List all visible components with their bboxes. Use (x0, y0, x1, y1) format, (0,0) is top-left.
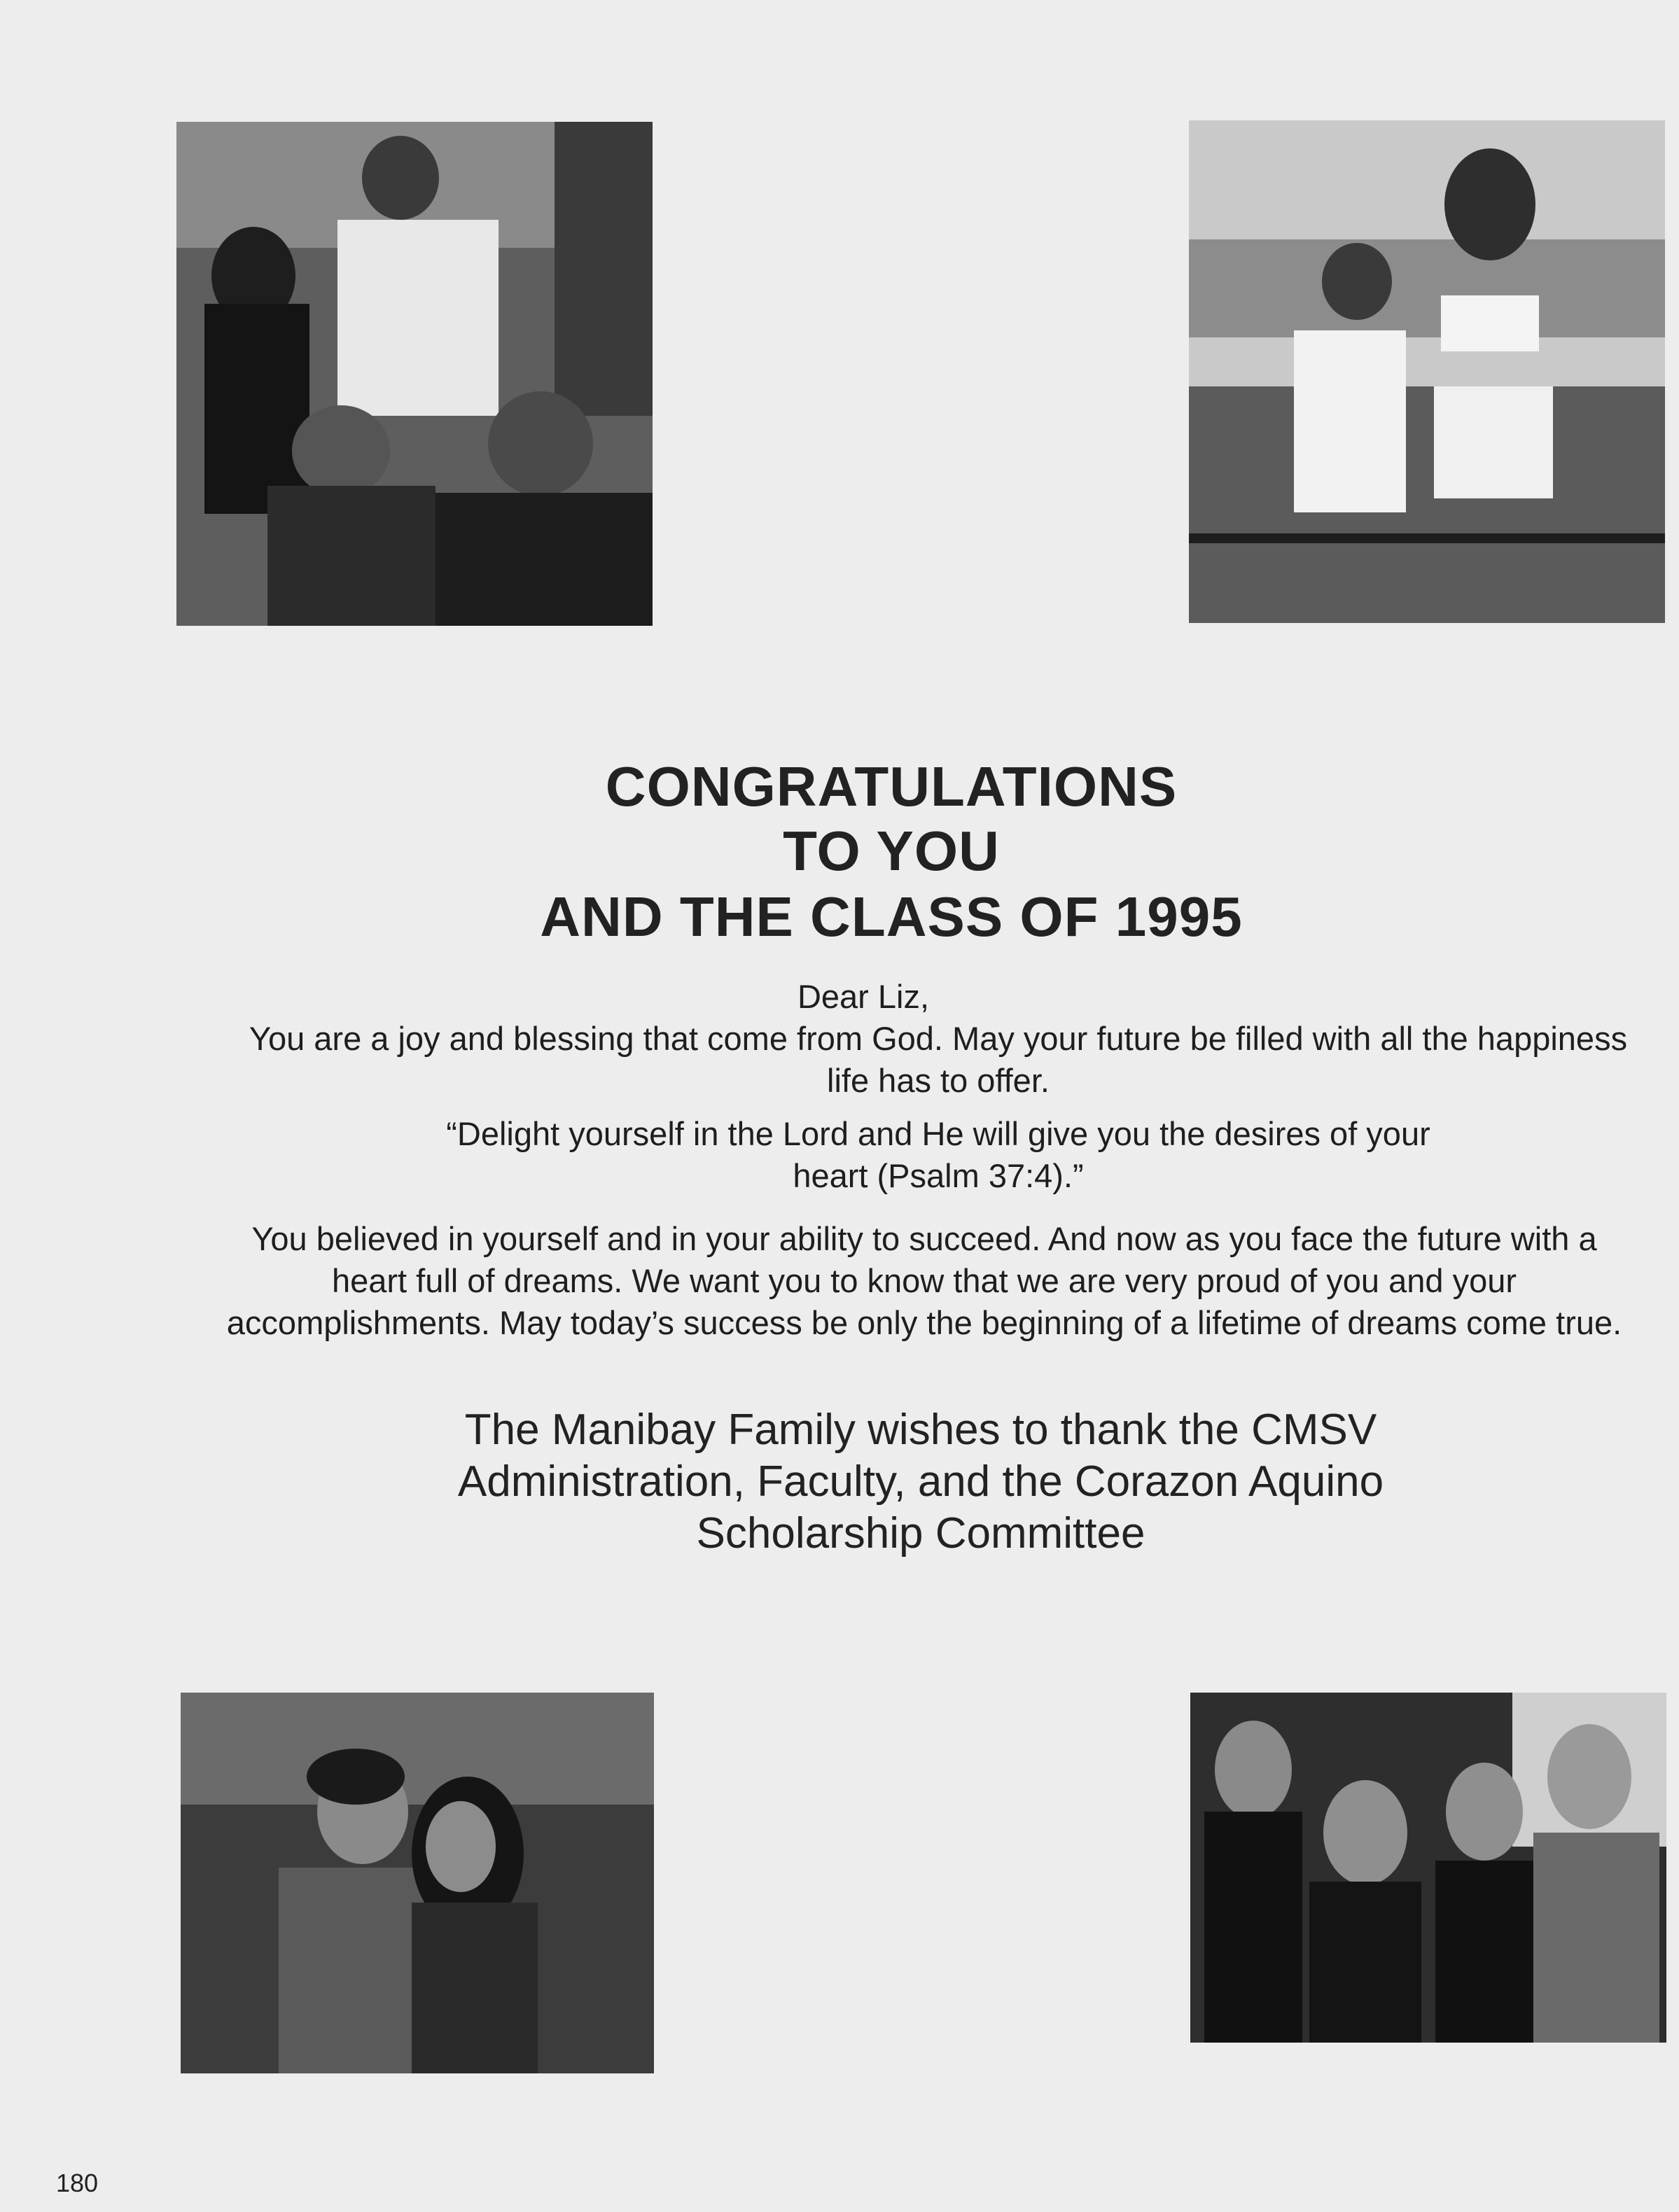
headline-line-2: TO YOU (783, 820, 1000, 882)
scripture-quote: “Delight yourself in the Lord and He will give you the desires of your heart (Psalm 37:4).” (446, 1115, 1430, 1194)
thanks-message: The Manibay Family wishes to thank the CMSV Administration, Faculty, and the Corazon Aquino Scholarship Committee (457, 1406, 1384, 1558)
salutation: Dear Liz, (797, 978, 930, 1015)
letter-paragraph-1: You are a joy and blessing that come from God. May your future be filled with all the happiness life has to offer. (249, 1020, 1628, 1099)
letter-paragraph-2: You believed in yourself and in your ability to succeed. And now as you face the future with a heart full of dreams. We want you to know that we are very proud of you and your accomplishments. May today’s success be only the beginning of a lifetime of dreams come true. (226, 1220, 1622, 1341)
couple-photo (181, 1693, 654, 2073)
group-photo (1190, 1693, 1666, 2043)
headline-line-3: AND THE CLASS OF 1995 (540, 886, 1243, 948)
headline-line-1: CONGRATULATIONS (605, 755, 1178, 818)
page-number: 180 (56, 2169, 99, 2197)
family-photo (176, 122, 653, 626)
children-photo (1189, 120, 1665, 623)
